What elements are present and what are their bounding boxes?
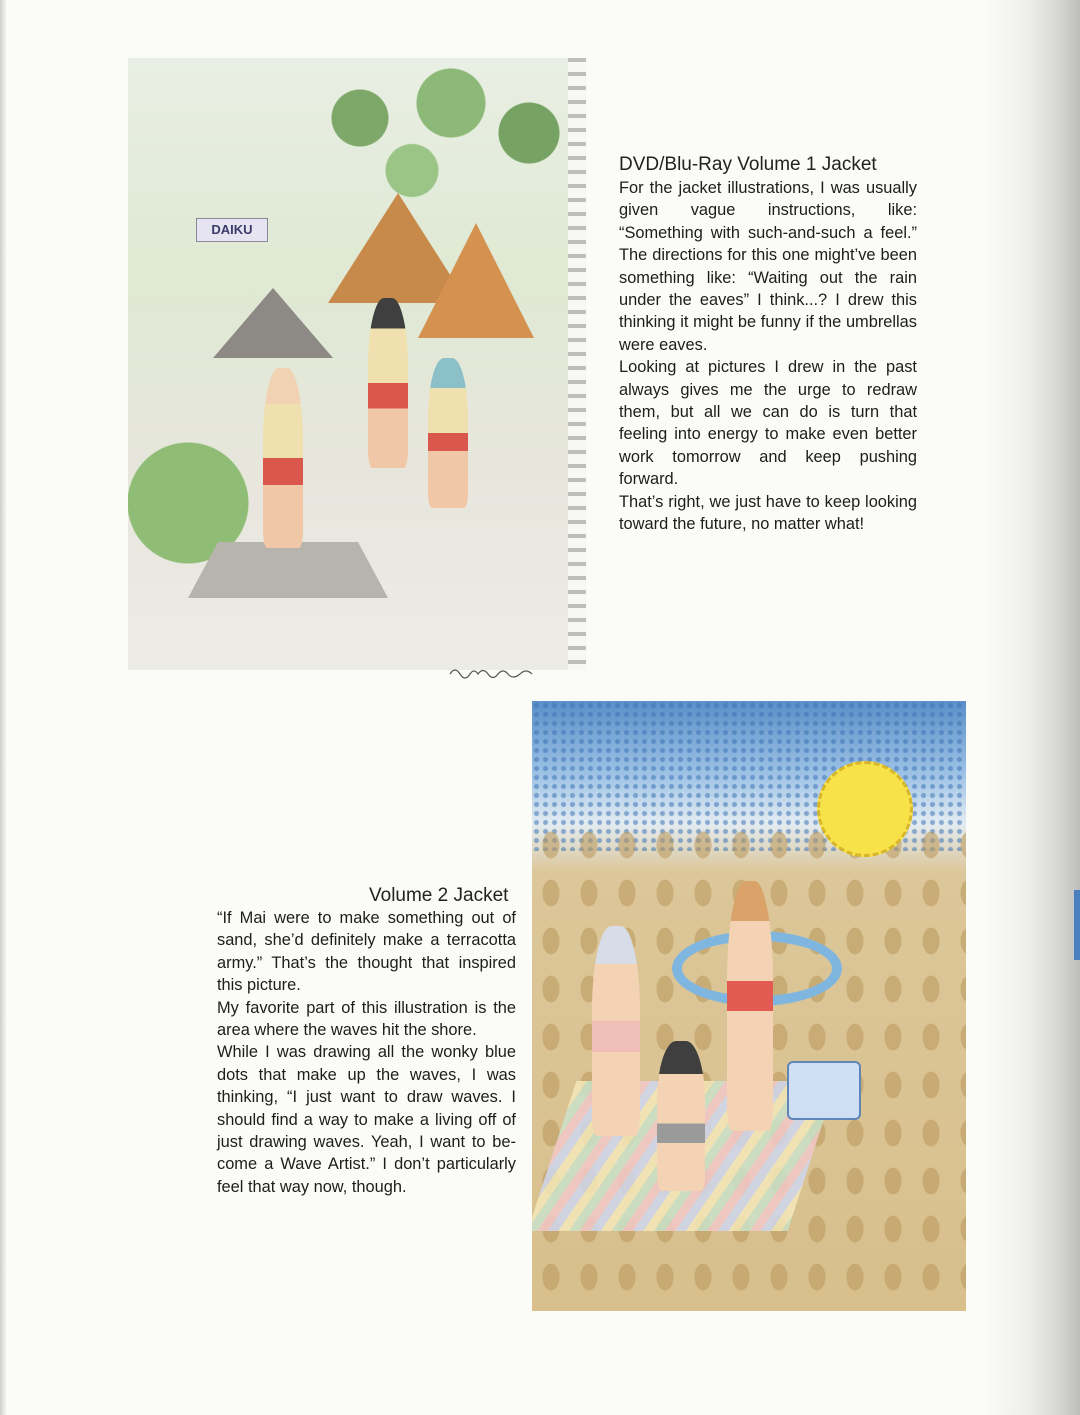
sun-icon xyxy=(817,761,913,857)
cooler-box xyxy=(787,1061,861,1120)
temple-roof xyxy=(198,288,348,358)
forest xyxy=(308,58,568,208)
volume2-paragraph-1: “If Mai were to make something out of sand, she’d definitely make a terracotta army.” That’s the thought that inspired this picture. xyxy=(217,909,516,995)
character-left xyxy=(263,368,303,548)
daiku-sign: DAIKU xyxy=(196,218,268,242)
thatched-roof-2 xyxy=(418,223,534,338)
volume1-paragraph-3: That’s right, we just have to keep looking toward the future, no matter what! xyxy=(619,492,917,534)
volume2-paragraph-3: While I was drawing all the wonky blue dots that make up the waves, I was thinking, “I just want to draw waves. I should find a way to make a living off of just drawing waves. Yeah, I want to become a Wave Artist.” I don’t particularly feel that way now, though. xyxy=(217,1043,516,1196)
character-center xyxy=(368,298,408,468)
character-right xyxy=(428,358,468,508)
artist-signature xyxy=(448,664,540,680)
volume2-jacket-illustration xyxy=(532,701,966,1311)
sketchbook-spiral xyxy=(568,58,586,670)
character-left xyxy=(592,926,640,1136)
page-edge-tab xyxy=(1074,890,1080,960)
volume1-paragraph-1: For the jacket illustrations, I was usually given vague instructions, like: “Something with such-and-such a feel.” The directions for this one might’ve been something like: “Waiting out the rain under the eaves” I think...? I drew this thinking it might be funny if the umbrellas were eaves. xyxy=(619,179,917,354)
volume1-body xyxy=(619,177,917,536)
volume2-paragraph-2: My favorite part of this illustration is the area where the waves hit the shore. xyxy=(217,998,516,1040)
volume2-body xyxy=(217,907,516,1198)
volume1-jacket-illustration xyxy=(128,58,586,670)
volume1-heading: DVD/Blu-Ray Volume 1 Jacket xyxy=(619,154,877,175)
character-standing xyxy=(727,881,773,1131)
page-binding-shadow xyxy=(0,0,6,1415)
character-sitting xyxy=(657,1041,705,1191)
page-edge-curl xyxy=(985,0,1080,1415)
volume1-paragraph-2: Looking at pictures I drew in the past always gives me the urge to redraw them, but all we can do is turn that feeling into energy to make even better work tomorrow and keep pushing forward. xyxy=(619,358,917,489)
volume2-heading: Volume 2 Jacket xyxy=(369,885,509,906)
